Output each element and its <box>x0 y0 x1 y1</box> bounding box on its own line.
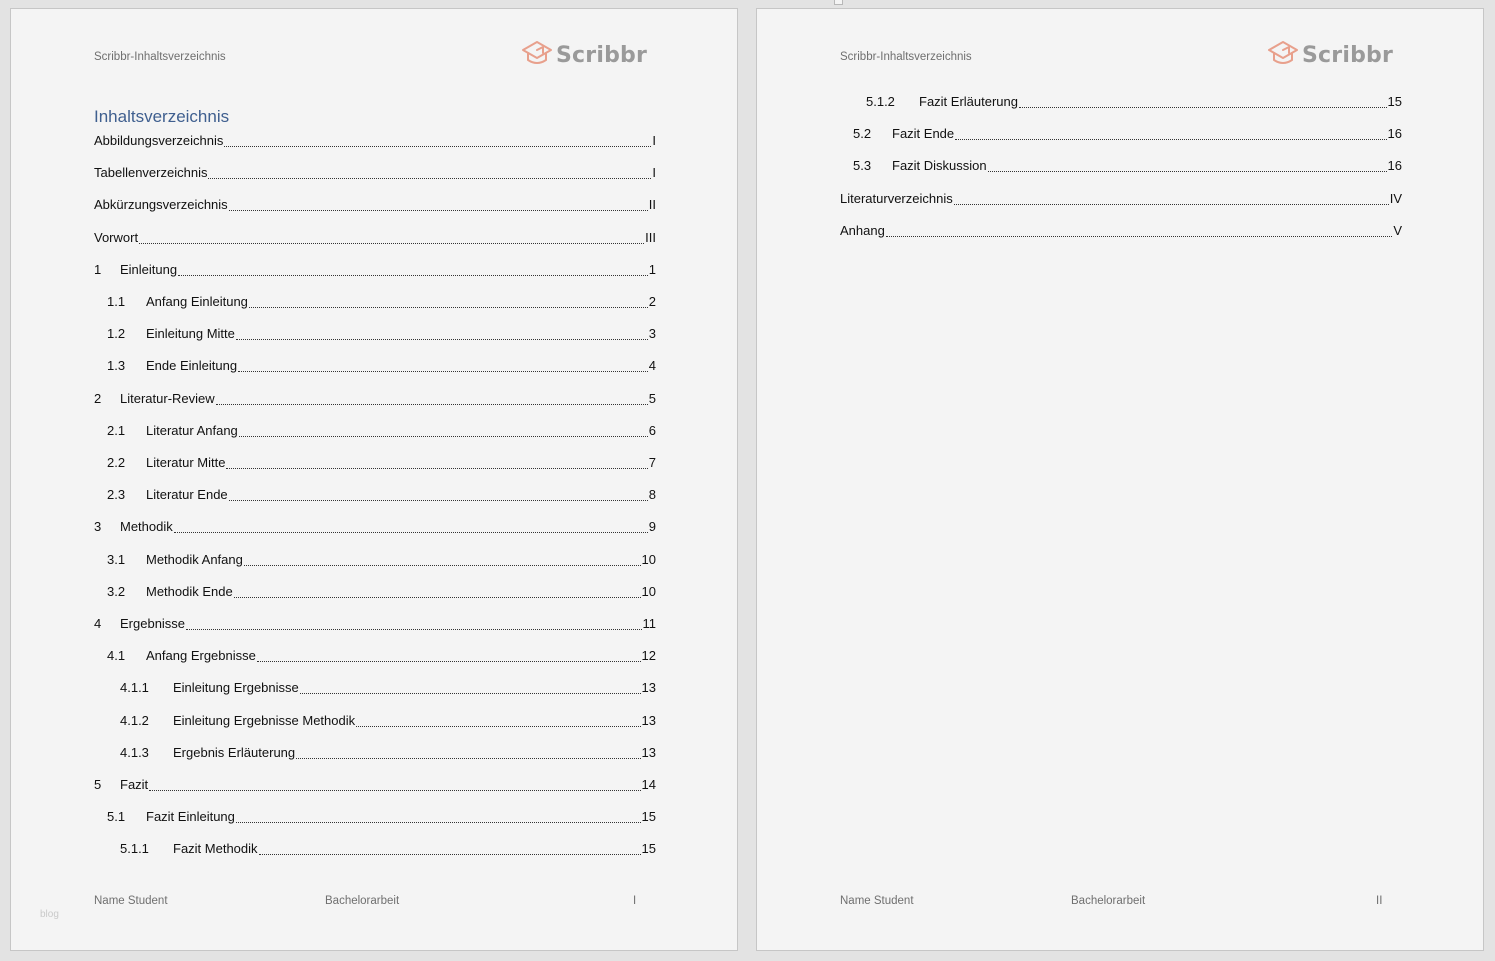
toc-entry-page-number: 14 <box>641 777 656 792</box>
toc-entry-number: 1 <box>94 262 102 277</box>
toc-entry-page-number: III <box>645 230 656 245</box>
document-page-1 <box>10 8 738 951</box>
page-header-text: Scribbr-Inhaltsverzeichnis <box>840 51 972 63</box>
toc-entry-label: Literatur Mitte <box>146 455 226 470</box>
toc-entry-page-number: 16 <box>1387 126 1402 141</box>
toc-entry-page-number: 10 <box>641 552 656 567</box>
toc-entry-number: 5.2 <box>853 126 872 141</box>
toc-entry[interactable] <box>840 191 1402 209</box>
toc-entry-number: 4.1.1 <box>120 680 149 695</box>
toc-entry-page-number: 4 <box>648 358 656 373</box>
dot-leader <box>988 171 1387 172</box>
toc-entry-number: 4 <box>94 616 102 631</box>
toc-entry-number: 1.3 <box>107 358 126 373</box>
toc-entry-label: Literatur-Review <box>120 391 215 406</box>
toc-entry[interactable] <box>94 584 656 602</box>
toc-entry-label: Einleitung <box>120 262 178 277</box>
toc-entry-label: Methodik <box>120 519 173 534</box>
toc-entry[interactable] <box>94 713 656 731</box>
footer-page-number: I <box>633 895 637 907</box>
toc-entry-page-number: 5 <box>648 391 656 406</box>
toc-entry-number: 2 <box>94 391 102 406</box>
toc-entry-page-number: I <box>652 165 656 180</box>
toc-entry-number: 5.3 <box>853 158 872 173</box>
toc-entry[interactable] <box>94 487 656 505</box>
toc-entry-page-number: 9 <box>648 519 656 534</box>
footer-page-number: II <box>1376 895 1383 907</box>
toc-entry-page-number: 10 <box>641 584 656 599</box>
page-boundary-marker <box>834 0 843 5</box>
graduation-cap-icon <box>1267 39 1299 72</box>
toc-entry[interactable] <box>94 294 656 312</box>
toc-entry-page-number: 1 <box>648 262 656 277</box>
dot-leader <box>234 597 641 598</box>
footer-author: Name Student <box>840 895 914 907</box>
toc-entry-label: Fazit Ende <box>892 126 955 141</box>
dot-leader <box>238 371 648 372</box>
dot-leader <box>955 139 1386 140</box>
toc-entry-number: 2.2 <box>107 455 126 470</box>
toc-entry-number: 3.1 <box>107 552 126 567</box>
logo-wordmark: Scribbr <box>1302 43 1394 68</box>
toc-entry[interactable] <box>840 223 1402 241</box>
toc-entry-label: Ergebnisse <box>120 616 186 631</box>
scribbr-logo <box>521 39 647 72</box>
toc-entry-label: Einleitung Ergebnisse <box>173 680 299 695</box>
toc-entry[interactable] <box>94 455 656 473</box>
toc-entry-number: 5 <box>94 777 102 792</box>
toc-entry[interactable] <box>94 165 656 183</box>
toc-entry-label: Fazit Erläuterung <box>919 94 1018 109</box>
toc-entry[interactable] <box>94 519 656 537</box>
toc-entry-label: Ende Einleitung <box>146 358 238 373</box>
toc-entry-number: 3.2 <box>107 584 126 599</box>
toc-entry[interactable] <box>840 158 1402 176</box>
toc-entry[interactable] <box>94 197 656 215</box>
dot-leader <box>259 854 641 855</box>
toc-entry-page-number: 15 <box>641 809 656 824</box>
toc-entry[interactable] <box>94 552 656 570</box>
watermark-text: blog <box>40 909 59 920</box>
page-header-text: Scribbr-Inhaltsverzeichnis <box>94 51 226 63</box>
toc-entry-label: Fazit Diskussion <box>892 158 987 173</box>
toc-entry[interactable] <box>94 680 656 698</box>
toc-entry-page-number: 2 <box>648 294 656 309</box>
dot-leader <box>229 500 648 501</box>
dot-leader <box>257 661 641 662</box>
toc-entry-page-number: IV <box>1389 191 1402 206</box>
toc-entry-number: 5.1.1 <box>120 841 149 856</box>
toc-entry-page-number: 11 <box>642 616 656 631</box>
toc-entry-label: Anhang <box>840 223 885 238</box>
toc-entry[interactable] <box>94 616 656 634</box>
dot-leader <box>186 629 641 630</box>
dot-leader <box>139 243 644 244</box>
toc-entry[interactable] <box>94 391 656 409</box>
dot-leader <box>208 178 651 179</box>
toc-entry-page-number: 7 <box>648 455 656 470</box>
toc-entry-label: Tabellenverzeichnis <box>94 165 208 180</box>
toc-entry-page-number: I <box>652 133 656 148</box>
toc-entry-number: 2.3 <box>107 487 126 502</box>
toc-entry-number: 4.1.2 <box>120 713 149 728</box>
toc-list <box>94 133 656 874</box>
dot-leader <box>226 468 647 469</box>
toc-entry-label: Literaturverzeichnis <box>840 191 953 206</box>
toc-entry-label: Einleitung Mitte <box>146 326 235 341</box>
toc-entry-label: Fazit Methodik <box>173 841 258 856</box>
toc-entry-number: 1.2 <box>107 326 126 341</box>
dot-leader <box>236 339 648 340</box>
toc-entry[interactable] <box>94 230 656 248</box>
toc-entry[interactable] <box>94 777 656 795</box>
toc-entry-label: Ergebnis Erläuterung <box>173 745 296 760</box>
dot-leader <box>886 236 1393 237</box>
toc-entry[interactable] <box>94 262 656 280</box>
toc-entry-label: Anfang Ergebnisse <box>146 648 256 663</box>
toc-entry-label: Fazit <box>120 777 149 792</box>
dot-leader <box>229 210 648 211</box>
toc-entry-page-number: 15 <box>641 841 656 856</box>
toc-entry-label: Anfang Einleitung <box>146 294 248 309</box>
toc-entry[interactable] <box>94 133 656 151</box>
dot-leader <box>356 726 640 727</box>
toc-entry-page-number: 6 <box>648 423 656 438</box>
toc-heading: Inhaltsverzeichnis <box>94 107 230 126</box>
graduation-cap-icon <box>521 39 553 72</box>
toc-entry-label: Abkürzungsverzeichnis <box>94 197 228 212</box>
toc-entry-page-number: 12 <box>641 648 656 663</box>
toc-entry[interactable] <box>94 326 656 344</box>
toc-entry-label: Methodik Anfang <box>146 552 243 567</box>
dot-leader <box>236 822 641 823</box>
toc-entry-label: Methodik Ende <box>146 584 233 599</box>
dot-leader <box>178 275 648 276</box>
toc-entry-number: 3 <box>94 519 102 534</box>
toc-entry[interactable] <box>94 358 656 376</box>
dot-leader <box>244 565 641 566</box>
toc-entry-number: 4.1 <box>107 648 126 663</box>
toc-entry-number: 5.1 <box>107 809 126 824</box>
footer-document-type: Bachelorarbeit <box>325 895 400 907</box>
toc-entry-label: Literatur Ende <box>146 487 228 502</box>
toc-entry[interactable] <box>840 126 1402 144</box>
toc-entry-page-number: 13 <box>641 745 656 760</box>
logo-wordmark: Scribbr <box>556 43 648 68</box>
dot-leader <box>954 204 1389 205</box>
toc-entry-page-number: 3 <box>648 326 656 341</box>
toc-entry-label: Einleitung Ergebnisse Methodik <box>173 713 356 728</box>
toc-entry[interactable] <box>94 841 656 859</box>
toc-entry[interactable] <box>94 423 656 441</box>
dot-leader <box>224 146 651 147</box>
toc-entry-page-number: II <box>648 197 656 212</box>
document-page-2 <box>756 8 1484 951</box>
toc-entry[interactable] <box>94 745 656 763</box>
toc-entry-number: 5.1.2 <box>866 94 895 109</box>
toc-entry-number: 2.1 <box>107 423 126 438</box>
scribbr-logo <box>1267 39 1393 72</box>
toc-entry-page-number: 8 <box>648 487 656 502</box>
toc-list <box>840 94 1402 255</box>
toc-entry-label: Abbildungsverzeichnis <box>94 133 224 148</box>
dot-leader <box>239 436 648 437</box>
dot-leader <box>174 532 648 533</box>
toc-entry-number: 4.1.3 <box>120 745 149 760</box>
toc-entry-label: Fazit Einleitung <box>146 809 235 824</box>
dot-leader <box>300 693 641 694</box>
dot-leader <box>1019 107 1387 108</box>
footer-document-type: Bachelorarbeit <box>1071 895 1146 907</box>
dot-leader <box>249 307 648 308</box>
toc-entry-label: Literatur Anfang <box>146 423 238 438</box>
toc-entry-page-number: 16 <box>1387 158 1402 173</box>
toc-entry-page-number: V <box>1393 223 1402 238</box>
toc-entry[interactable] <box>94 809 656 827</box>
toc-entry-page-number: 15 <box>1387 94 1402 109</box>
toc-entry[interactable] <box>840 94 1402 112</box>
toc-entry-page-number: 13 <box>641 713 656 728</box>
toc-entry-page-number: 13 <box>641 680 656 695</box>
dot-leader <box>149 790 640 791</box>
toc-entry-label: Vorwort <box>94 230 139 245</box>
dot-leader <box>296 758 640 759</box>
footer-author: Name Student <box>94 895 168 907</box>
toc-entry[interactable] <box>94 648 656 666</box>
toc-entry-number: 1.1 <box>107 294 126 309</box>
dot-leader <box>216 404 648 405</box>
